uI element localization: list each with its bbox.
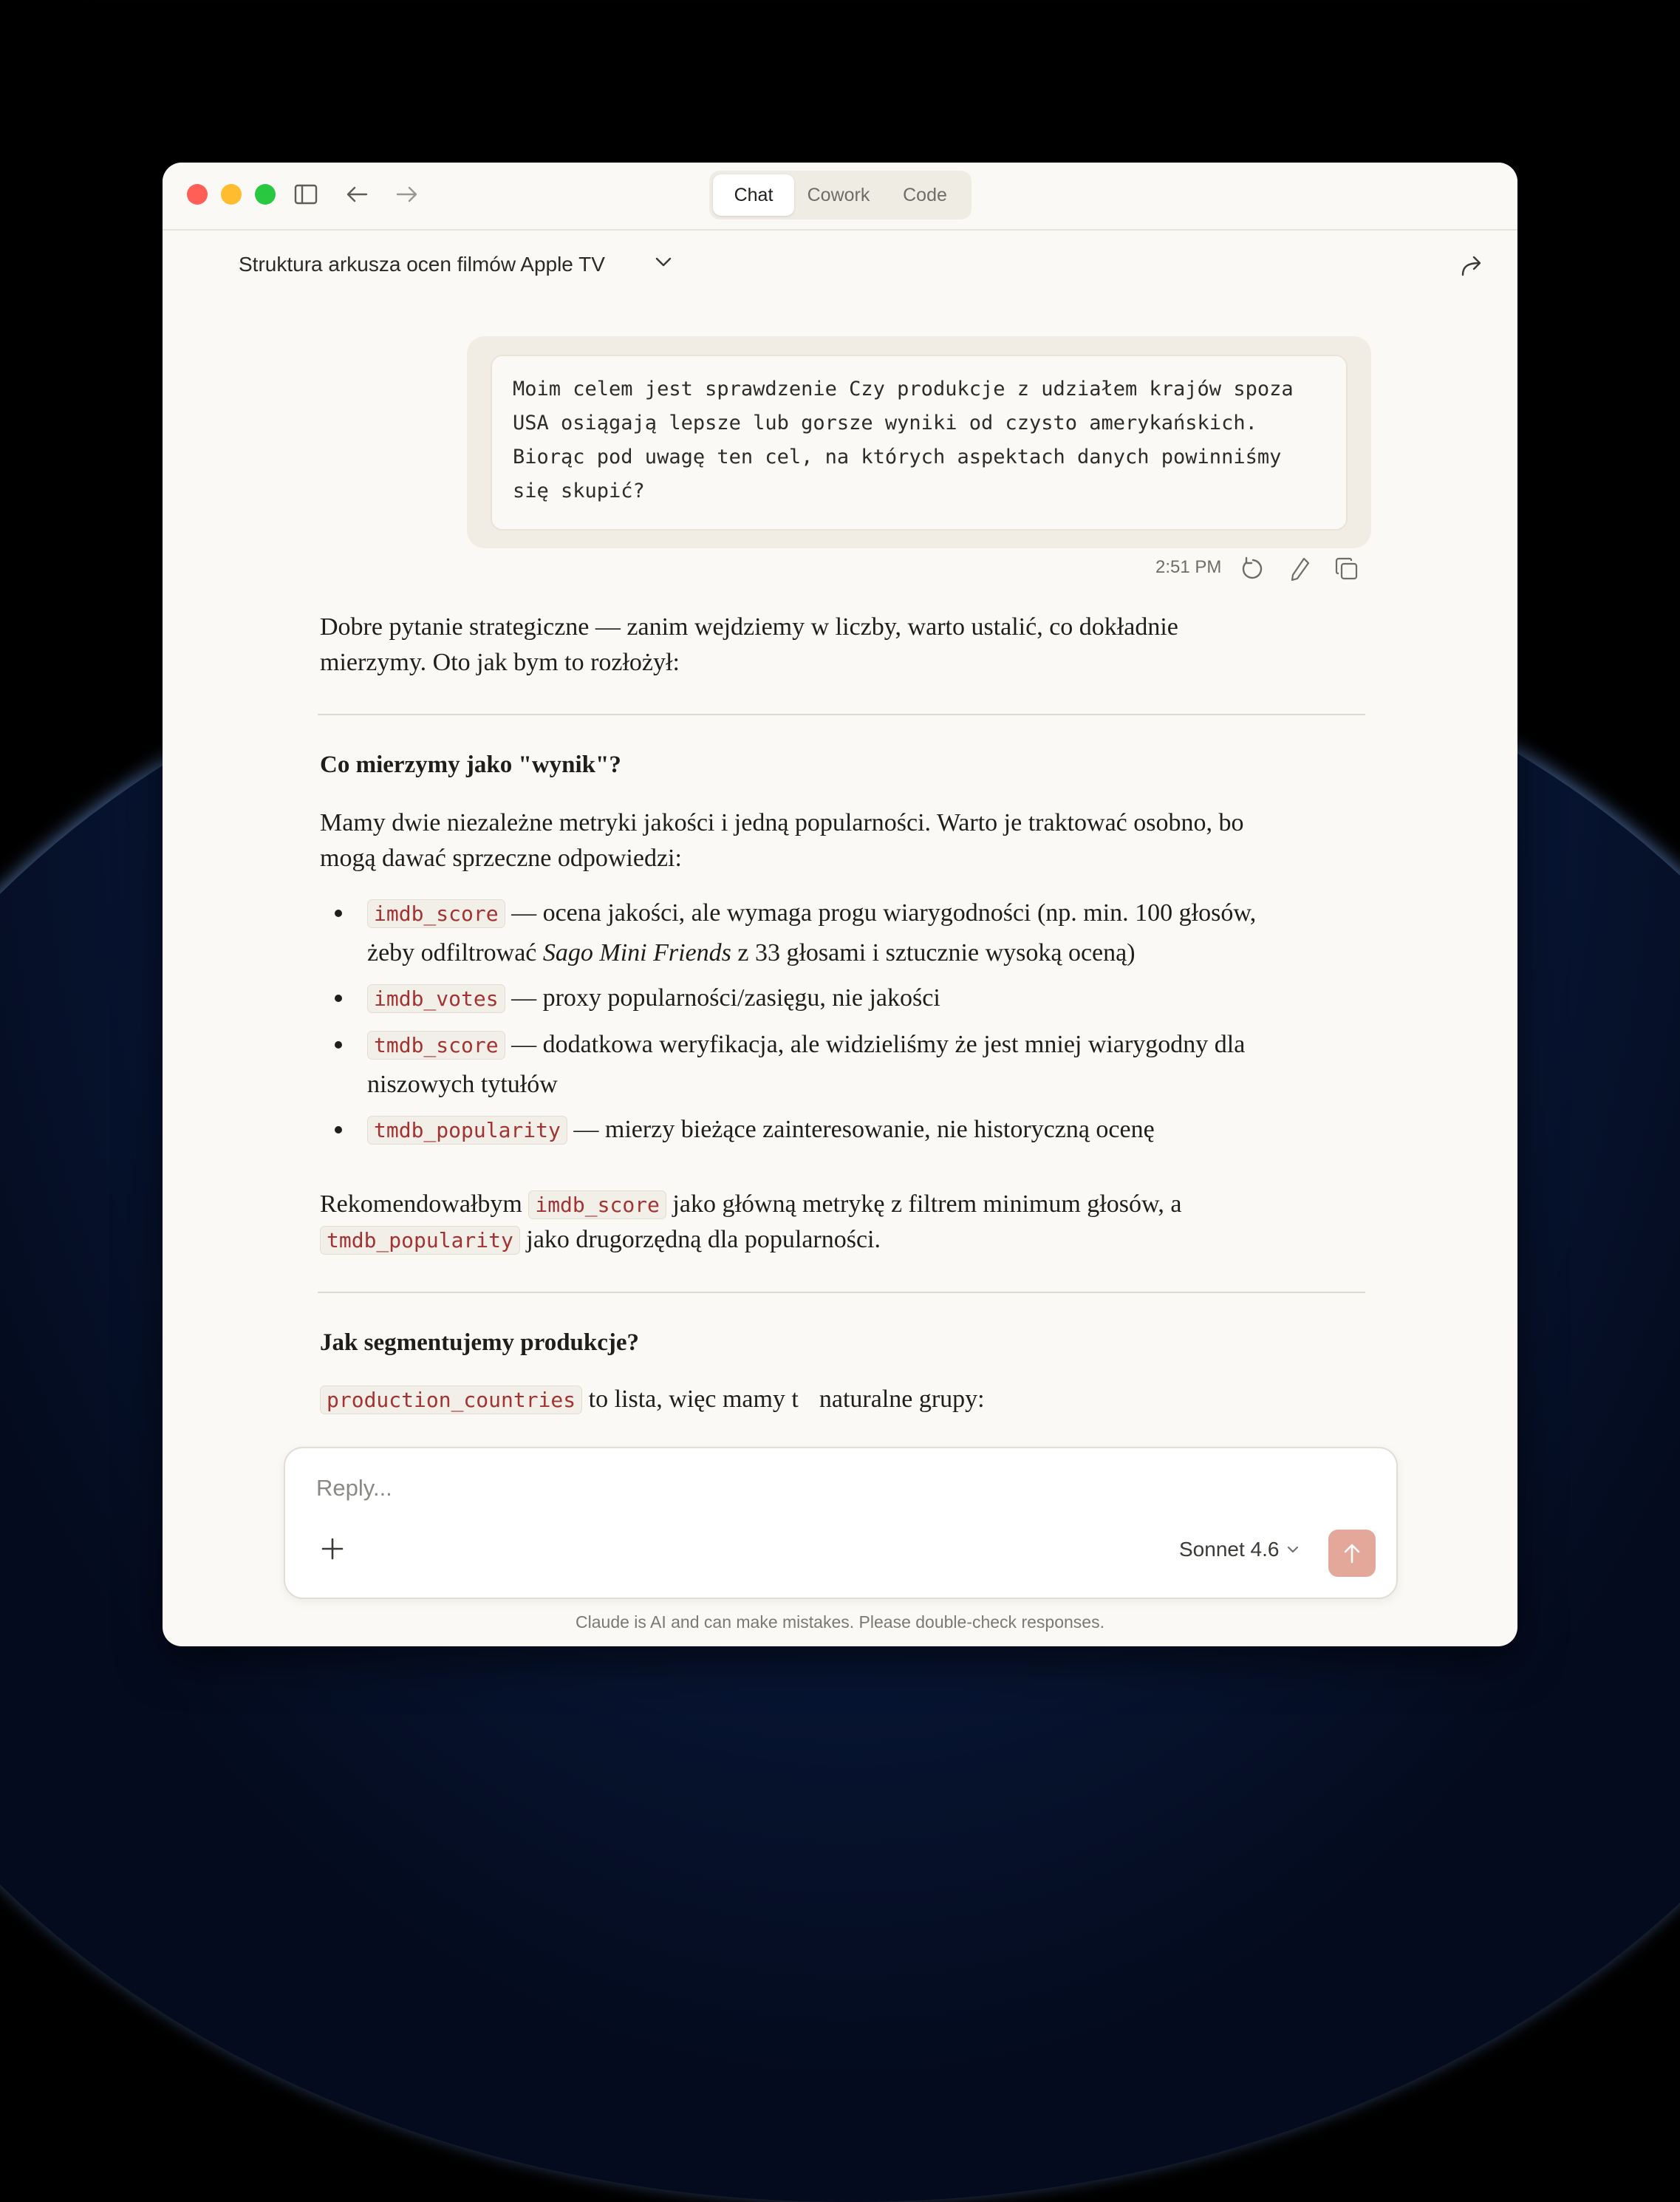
disclaimer-text: Claude is AI and can make mistakes. Please double-check responses. (576, 1612, 1104, 1632)
message-timestamp: 2:51 PM (1155, 557, 1222, 577)
section-heading-segments: Jak segmentujemy produkcje? (320, 1329, 640, 1356)
tab-chat[interactable]: Chat (713, 174, 794, 216)
bullet-tmdb-score (367, 1027, 1245, 1063)
recommendation-line2 (320, 1222, 881, 1258)
add-attachment-button[interactable] (315, 1531, 350, 1567)
bullet-dot (335, 1041, 342, 1049)
section-heading-metrics: Co mierzymy jako "wynik"? (320, 751, 621, 778)
back-arrow-icon[interactable] (344, 182, 370, 207)
inline-code: tmdb_popularity (320, 1226, 520, 1255)
rec-text: jako główną metrykę z filtrem minimum głosów, a (666, 1190, 1182, 1218)
title-bar (163, 163, 1517, 231)
bullet-tmdb-score-line2: niszowych tytułów (367, 1071, 558, 1098)
segments-text: to lista, więc mamy t (582, 1385, 799, 1413)
conversation-title[interactable]: Struktura arkusza ocen filmów Apple TV (239, 253, 605, 276)
segments-text: naturalne grupy: (819, 1385, 985, 1413)
section1-para-line2: mogą dawać sprzeczne odpowiedzi: (320, 845, 682, 872)
inline-code: tmdb_popularity (367, 1116, 567, 1145)
rec-text: Rekomendowałbym (320, 1190, 529, 1218)
bullet-text: — proxy popularności/zasięgu, nie jakości (505, 984, 940, 1012)
send-button[interactable] (1328, 1530, 1376, 1577)
model-name: Sonnet 4.6 (1179, 1538, 1280, 1561)
bullet-tmdb-popularity (367, 1112, 1155, 1148)
divider (318, 1292, 1365, 1293)
bullet-imdb-score-line2 (367, 935, 1136, 971)
bullet-text: — ocena jakości, ale wymaga progu wiarygodności (np. min. 100 głosów, (505, 899, 1257, 927)
retry-icon[interactable] (1240, 556, 1266, 582)
bullet-imdb-score (367, 896, 1256, 932)
bullet-text: — mierzy bieżące zainteresowanie, nie historyczną ocenę (567, 1116, 1155, 1143)
inline-code: imdb_score (528, 1190, 666, 1219)
reply-composer (284, 1447, 1398, 1599)
segments-intro (320, 1382, 985, 1418)
close-window-button[interactable] (187, 184, 208, 205)
user-message-text: Moim celem jest sprawdzenie Czy produkcje z udziałem krajów spoza USA osiągają lepsze lub gorsze wyniki od czysto amerykańskich. Biorąc pod uwagę ten cel, na których aspektach danych powinniśmy się skupić? (491, 355, 1348, 531)
sidebar-toggle-icon[interactable] (293, 182, 319, 207)
bullet-text: — dodatkowa weryfikacja, ale widzieliśmy że jest mniej wiarygodny dla (505, 1031, 1246, 1058)
minimize-window-button[interactable] (221, 184, 242, 205)
arrow-up-icon (1342, 1542, 1362, 1564)
inline-code: imdb_votes (367, 984, 505, 1013)
divider (318, 714, 1365, 715)
section1-para-line1: Mamy dwie niezależne metryki jakości i jedną popularności. Warto je traktować osobno, bo (320, 809, 1244, 836)
inline-code: imdb_score (367, 899, 505, 928)
reply-input[interactable] (315, 1469, 1130, 1507)
plus-icon (321, 1537, 344, 1561)
recommendation-line1 (320, 1187, 1181, 1223)
copy-icon[interactable] (1334, 556, 1360, 582)
edit-pencil-icon[interactable] (1287, 556, 1314, 582)
intro-line-2: mierzymy. Oto jak bym to rozłożył: (320, 649, 680, 676)
rec-text: jako drugorzędną dla popularności. (519, 1226, 881, 1253)
inline-code: production_countries (320, 1385, 582, 1414)
tab-cowork[interactable]: Cowork (807, 185, 870, 205)
chevron-down-icon[interactable] (654, 255, 673, 272)
forward-arrow-icon[interactable] (394, 182, 420, 207)
conversation-header (163, 231, 1517, 301)
inline-code: tmdb_score (367, 1031, 505, 1060)
share-icon[interactable] (1460, 254, 1485, 282)
maximize-window-button[interactable] (255, 184, 276, 205)
intro-line-1: Dobre pytanie strategiczne — zanim wejdziemy w liczby, warto ustalić, co dokładnie (320, 613, 1178, 641)
bullet-imdb-votes (367, 981, 940, 1017)
bullet-text: z 33 głosami i sztucznie wysoką oceną) (731, 939, 1136, 967)
bullet-dot (335, 995, 342, 1002)
bullet-dot (335, 1126, 342, 1134)
italic-title: Sago Mini Friends (542, 939, 731, 967)
model-selector[interactable] (1179, 1538, 1300, 1561)
bullet-dot (335, 910, 342, 917)
mode-switcher (709, 171, 972, 219)
bullet-text: żeby odfiltrować (367, 939, 543, 967)
chevron-down-icon (1286, 1545, 1300, 1554)
tab-code[interactable]: Code (903, 185, 947, 205)
app-window (163, 163, 1517, 1646)
